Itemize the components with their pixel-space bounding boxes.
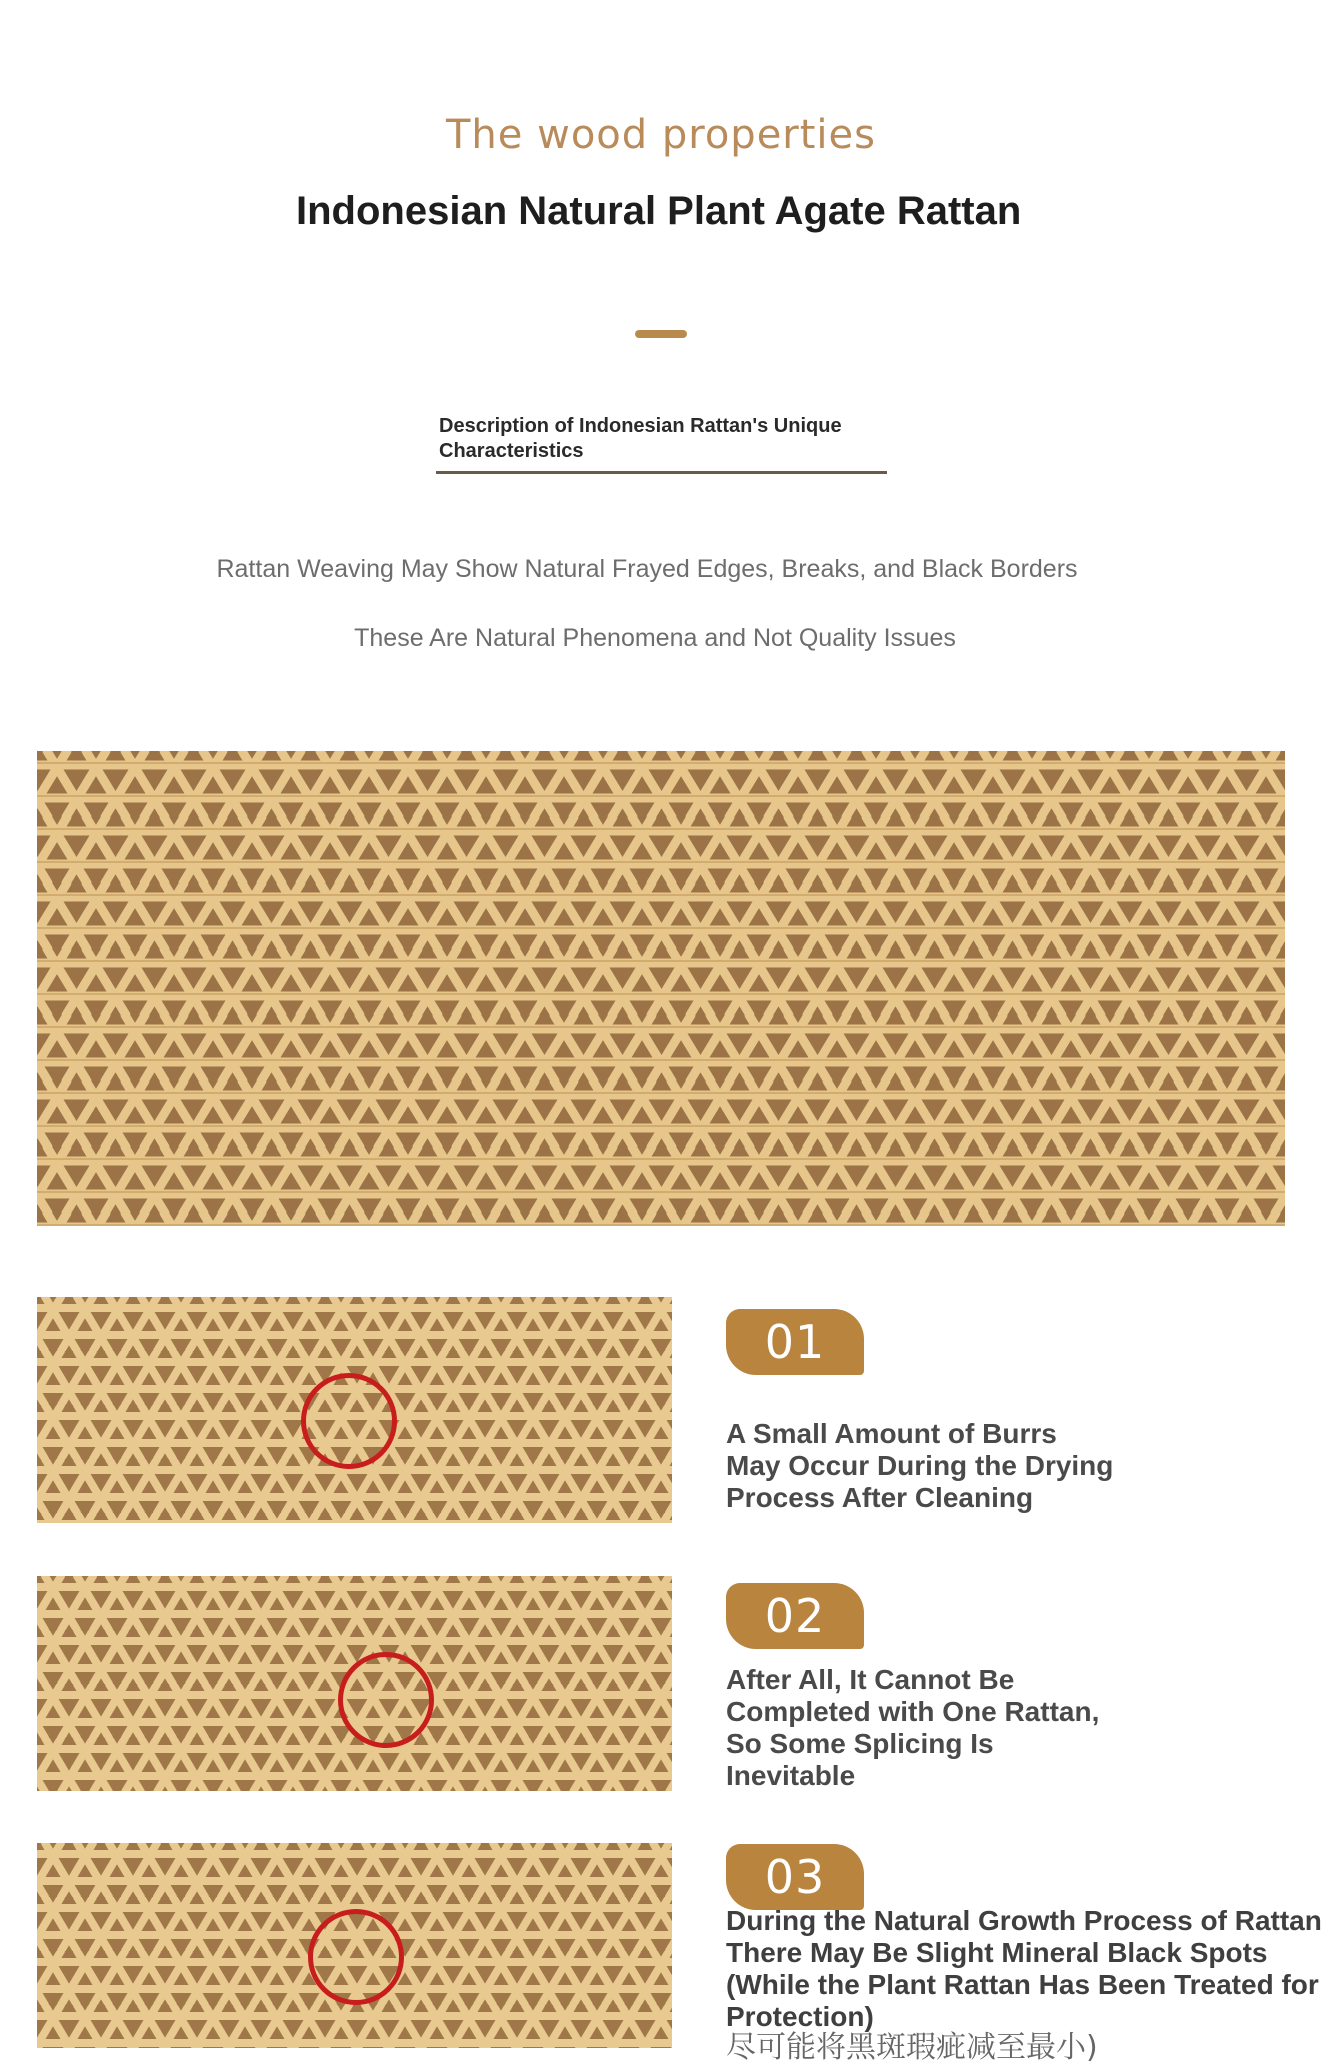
description-underline [436,471,887,474]
description-note-1: Rattan Weaving May Show Natural Frayed Edges, Breaks, and Black Borders [216,555,1078,583]
point-text-2: After All, It Cannot Be Completed with One Rattan, So Some Splicing Is Inevitable [726,1664,1100,1791]
page-title: Indonesian Natural Plant Agate Rattan [296,189,1022,233]
point-text-3: During the Natural Growth Process of Rattan There May Be Slight Mineral Black Spots (While the Plant Rattan Has Been Treated for Protection) [726,1905,1322,2032]
point-text-3-extra: 尽可能将黑斑瑕疵减至最小) [726,2030,1098,2065]
defect-marker-circle [301,1373,397,1469]
point-number-badge-1: 01 [726,1309,864,1375]
description-heading: Description of Indonesian Rattan's Unique Characteristics [439,415,842,462]
black-spot-example-image [37,1843,672,2048]
defect-marker-circle [308,1909,404,2005]
point-text-1: A Small Amount of Burrs May Occur During the Drying Process After Cleaning [726,1418,1114,1513]
description-note-2: These Are Natural Phenomena and Not Quality Issues [354,624,956,652]
point-number-badge-2: 02 [726,1583,864,1649]
burr-example-image [37,1297,672,1523]
defect-marker-circle [338,1652,434,1748]
splicing-example-image [37,1576,672,1791]
script-title: The wood properties [446,112,876,158]
hero-rattan-image [37,751,1285,1226]
rattan-weave-pattern [37,751,1285,1226]
point-number-badge-3: 03 [726,1844,864,1910]
accent-divider [635,330,687,338]
